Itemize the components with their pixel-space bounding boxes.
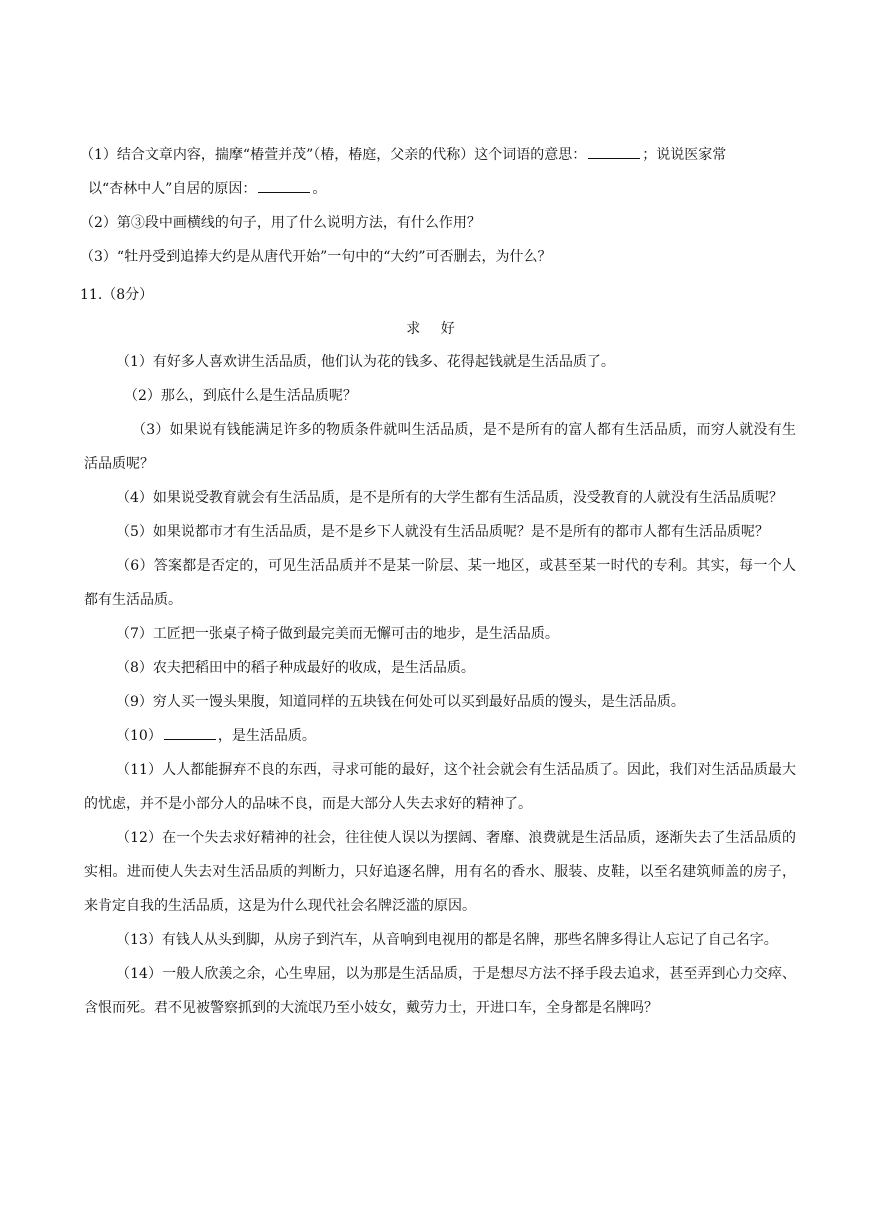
paragraph-3: （3）如果说有钱能满足许多的物质条件就叫生活品质，是不是所有的富人都有生活品质，而穷人就没有生活品质呢？ (84, 422, 796, 472)
question-1-line-1 (80, 138, 800, 172)
question-1-text-a: （1）结合文章内容，揣摩“椿萱并茂”（椿，椿庭，父亲的代称）这个词语的意思： (80, 147, 587, 163)
question-1-line2-text-a: 以“杏林中人”自居的原因： (88, 181, 257, 197)
question-1-line-2 (80, 172, 800, 206)
paragraph-6: （6）答案都是否定的，可见生活品质并不是某一阶层、某一地区，或甚至某一时代的专利。其实，每一个人都有生活品质。 (84, 558, 796, 608)
paragraph-9: （9）穷人买一馒头果腹，知道同样的五块钱在何处可以买到最好品质的馒头，是生活品质。 (116, 694, 685, 710)
paragraph-7: （7）工匠把一张桌子椅子做到最完美而无懈可击的地步，是生活品质。 (116, 626, 559, 642)
paragraph-10 (84, 719, 796, 753)
paragraph-8: （8）农夫把稻田中的稻子种成最好的收成，是生活品质。 (116, 660, 475, 676)
paragraph-14: （14）一般人欣羡之余，心生卑屈，以为那是生活品质，于是想尽方法不择手段去追求，甚至弄到心力交瘁、含恨而死。君不见被警察抓到的大流氓乃至小妓女，戴劳力士，开进口车，全身都是名牌吗？ (84, 966, 796, 1016)
question-11-number: 11.（8分） (80, 287, 154, 303)
question-1-line2-text-b: 。 (312, 181, 327, 197)
paragraph-1: （1）有好多人喜欢讲生活品质，他们认为花的钱多、花得起钱就是生活品质了。 (116, 354, 615, 370)
paragraph-4: （4）如果说受教育就会有生活品质，是不是所有的大学生都有生活品质，没受教育的人就没有生活品质呢？ (116, 490, 783, 506)
article-body (84, 345, 796, 1025)
paragraph-10-text: ，是生活品质。 (217, 728, 316, 744)
article-title: 求 好 (406, 321, 463, 337)
paragraph-12: （12）在一个失去求好精神的社会，往往使人误以为摆阔、奢靡、浪费就是生活品质，逐渐失去了生活品质的实相。进而使人失去对生活品质的判断力，只好追逐名牌，用有名的香水、服装、皮鞋，以至名建筑师盖的房子，来肯定自我的生活品质，这是为什么现代社会名牌泛滥的原因。 (84, 830, 796, 914)
paragraph-5: （5）如果说都市才有生活品质，是不是乡下人就没有生活品质呢？是不是所有的都市人都有生活品质呢？ (116, 524, 769, 540)
question-10-subquestions (80, 138, 800, 274)
answer-blank[interactable] (588, 144, 640, 159)
answer-blank[interactable] (164, 725, 216, 740)
answer-blank[interactable] (258, 178, 310, 193)
paragraph-2: （2）那么，到底什么是生活品质呢？ (124, 388, 357, 404)
question-1-text-b: ；说说医家常 (642, 147, 727, 163)
question-3: （3）“牡丹受到追捧大约是从唐代开始”一句中的“大约”可否删去，为什么？ (80, 249, 552, 265)
paragraph-11: （11）人人都能摒弃不良的东西，寻求可能的最好，这个社会就会有生活品质了。因此，我们对生活品质最大的忧虑，并不是小部分人的品味不良，而是大部分人失去求好的精神了。 (84, 762, 796, 812)
paragraph-13: （13）有钱人从头到脚，从房子到汽车，从音响到电视用的都是名牌，那些名牌多得让人忘记了自己名字。 (116, 932, 778, 948)
question-2: （2）第③段中画横线的句子，用了什么说明方法，有什么作用？ (80, 215, 481, 231)
paragraph-10-number: （10） (116, 728, 162, 744)
